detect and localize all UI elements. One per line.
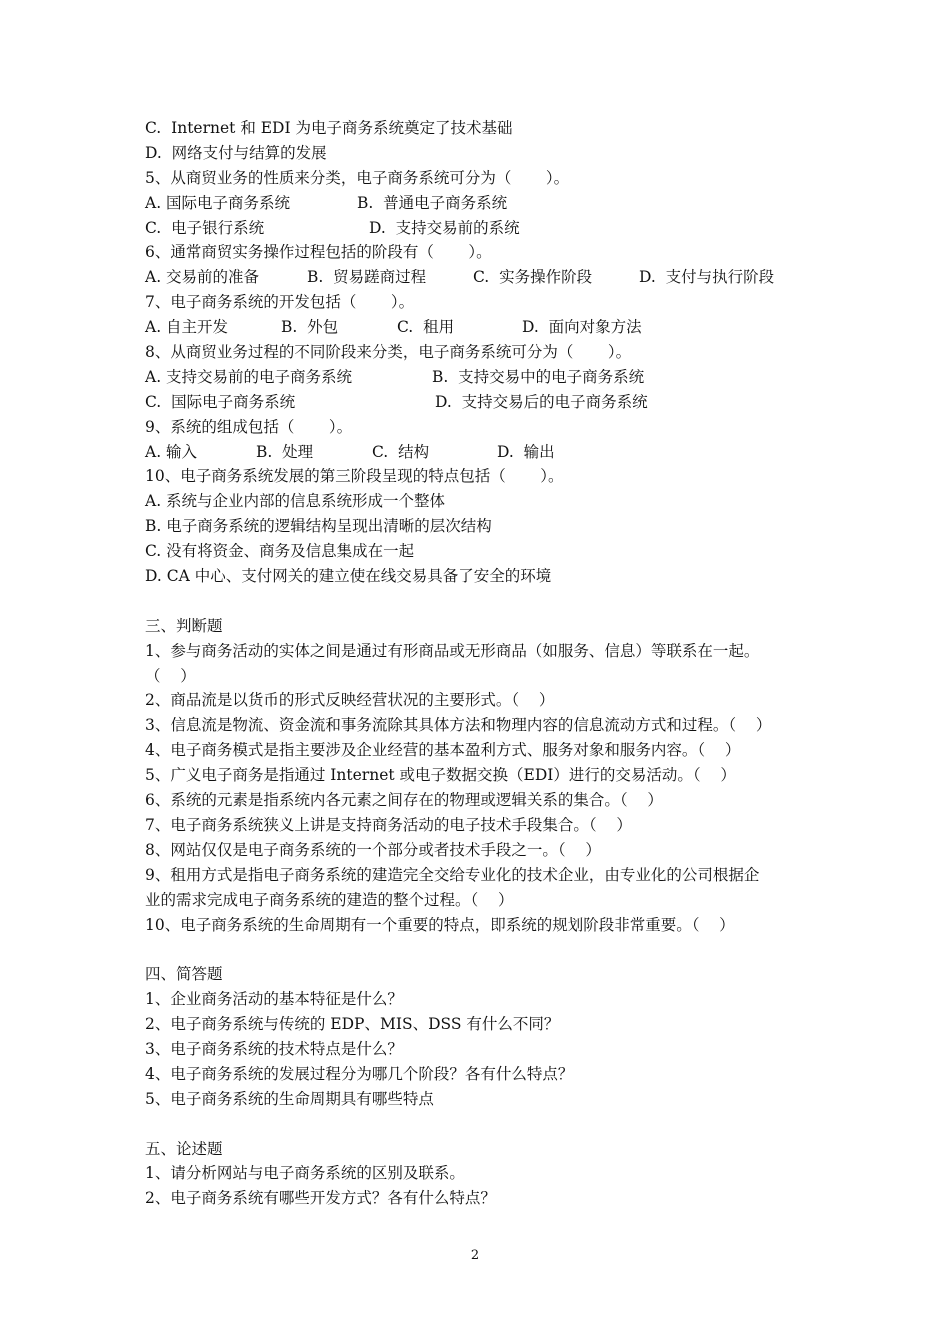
section3-item: 9、租用方式是指电子商务系统的建造完全交给专业化的技术企业，由专业化的公司根据企 — [145, 865, 760, 884]
q9-option-c: C. 结构 — [372, 442, 430, 461]
q7-option-b: B. 外包 — [281, 318, 339, 337]
section-gap — [145, 1112, 815, 1137]
section3-item: 业的需求完成电子商务系统的建造的整个过程。（ ） — [145, 890, 514, 909]
q9-option-d: D. 输出 — [497, 442, 555, 461]
q5-option-c: C. 电子银行系统 — [145, 218, 265, 237]
section4-item: 3、电子商务系统的技术特点是什么？ — [145, 1039, 403, 1058]
q6-question: 6、通常商贸实务操作过程包括的阶段有（ ）。 — [145, 243, 492, 262]
section3-item: （ ） — [145, 666, 196, 685]
q7-question: 7、电子商务系统的开发包括（ ）。 — [145, 293, 415, 312]
section5-item: 1、请分析网站与电子商务系统的区别及联系。 — [145, 1164, 465, 1183]
q6-option-c: C. 实务操作阶段 — [473, 268, 593, 287]
section4-item: 5、电子商务系统的生命周期具有哪些特点 — [145, 1089, 434, 1108]
section5-item: 2、电子商务系统有哪些开发方式？各有什么特点？ — [145, 1189, 496, 1208]
section5-heading: 五、论述题 — [145, 1139, 223, 1158]
q8-option-a: A. 支持交易前的电子商务系统 — [145, 367, 353, 386]
q10-option-a: A. 系统与企业内部的信息系统形成一个整体 — [145, 492, 446, 511]
q7-option-d: D. 面向对象方法 — [522, 318, 642, 337]
q7-option-c: C. 租用 — [397, 318, 455, 337]
section3-item: 3、信息流是物流、资金流和事务流除其具体方法和物理内容的信息流动方式和过程。（ ） — [145, 716, 772, 735]
section3-item: 6、系统的元素是指系统内各元素之间存在的物理或逻辑关系的集合。（ ） — [145, 791, 663, 810]
q9-question: 9、系统的组成包括（ ）。 — [145, 417, 353, 436]
q8-options-row-2 — [145, 390, 815, 415]
section3-item: 2、商品流是以货币的形式反映经营状况的主要形式。（ ） — [145, 691, 555, 710]
section3-item: 4、电子商务模式是指主要涉及企业经营的基本盈利方式、服务对象和服务内容。（ ） — [145, 741, 741, 760]
q8-question: 8、从商贸业务过程的不同阶段来分类，电子商务系统可分为（ ）。 — [145, 343, 632, 362]
q4-option-c: C. Internet 和 EDI 为电子商务系统奠定了技术基础 — [145, 119, 513, 137]
section4-heading: 四、简答题 — [145, 965, 223, 984]
section4-item: 1、企业商务活动的基本特征是什么？ — [145, 990, 403, 1009]
q4-option-d: D. 网络支付与结算的发展 — [145, 143, 327, 162]
q10-question: 10、电子商务系统发展的第三阶段呈现的特点包括（ ）。 — [145, 467, 564, 486]
q9-options-row — [145, 440, 815, 465]
q8-options-row-1 — [145, 365, 815, 390]
section3-item: 10、电子商务系统的生命周期有一个重要的特点，即系统的规划阶段非常重要。（ ） — [145, 915, 735, 934]
q8-option-c: C. 国际电子商务系统 — [145, 392, 296, 411]
section-gap — [145, 937, 815, 962]
q5-option-b: B. 普通电子商务系统 — [357, 193, 508, 212]
section-gap — [145, 589, 815, 614]
q7-option-a: A. 自主开发 — [145, 318, 229, 337]
q5-options-row-2 — [145, 216, 815, 241]
q5-options-row-1 — [145, 191, 815, 216]
q10-option-c: C. 没有将资金、商务及信息集成在一起 — [145, 542, 415, 561]
section3-heading: 三、判断题 — [145, 616, 223, 635]
section3-item: 7、电子商务系统狭义上讲是支持商务活动的电子技术手段集合。（ ） — [145, 815, 632, 834]
q5-option-a: A. 国际电子商务系统 — [145, 193, 291, 212]
q5-question: 5、从商贸业务的性质来分类，电子商务系统可分为（ ）。 — [145, 168, 570, 187]
q6-option-a: A. 交易前的准备 — [145, 268, 260, 287]
q10-option-d: D. CA 中心、支付网关的建立使在线交易具备了安全的环境 — [145, 567, 552, 586]
section4-item: 4、电子商务系统的发展过程分为哪几个阶段？各有什么特点？ — [145, 1064, 574, 1083]
document-body — [145, 116, 815, 1211]
section4-item: 2、电子商务系统与传统的 EDP、MIS、DSS 有什么不同？ — [145, 1015, 560, 1034]
section3-item: 1、参与商务活动的实体之间是通过有形商品或无形商品（如服务、信息）等联系在一起。 — [145, 641, 760, 660]
q7-options-row — [145, 315, 815, 340]
q6-option-d: D. 支付与执行阶段 — [639, 268, 775, 287]
q9-option-b: B. 处理 — [256, 442, 314, 461]
q8-option-b: B. 支持交易中的电子商务系统 — [432, 367, 645, 386]
section3-item: 5、广义电子商务是指通过 Internet 或电子数据交换（EDI）进行的交易活动。（ ） — [145, 766, 736, 785]
q6-option-b: B. 贸易蹉商过程 — [307, 268, 427, 287]
page-number: 2 — [470, 1248, 480, 1263]
q9-option-a: A. 输入 — [145, 442, 198, 461]
section3-item: 8、网站仅仅是电子商务系统的一个部分或者技术手段之一。（ ） — [145, 840, 601, 859]
q10-option-b: B. 电子商务系统的逻辑结构呈现出清晰的层次结构 — [145, 517, 492, 536]
q8-option-d: D. 支持交易后的电子商务系统 — [435, 392, 648, 411]
q5-option-d: D. 支持交易前的系统 — [369, 218, 520, 237]
q6-options-row — [145, 265, 815, 290]
